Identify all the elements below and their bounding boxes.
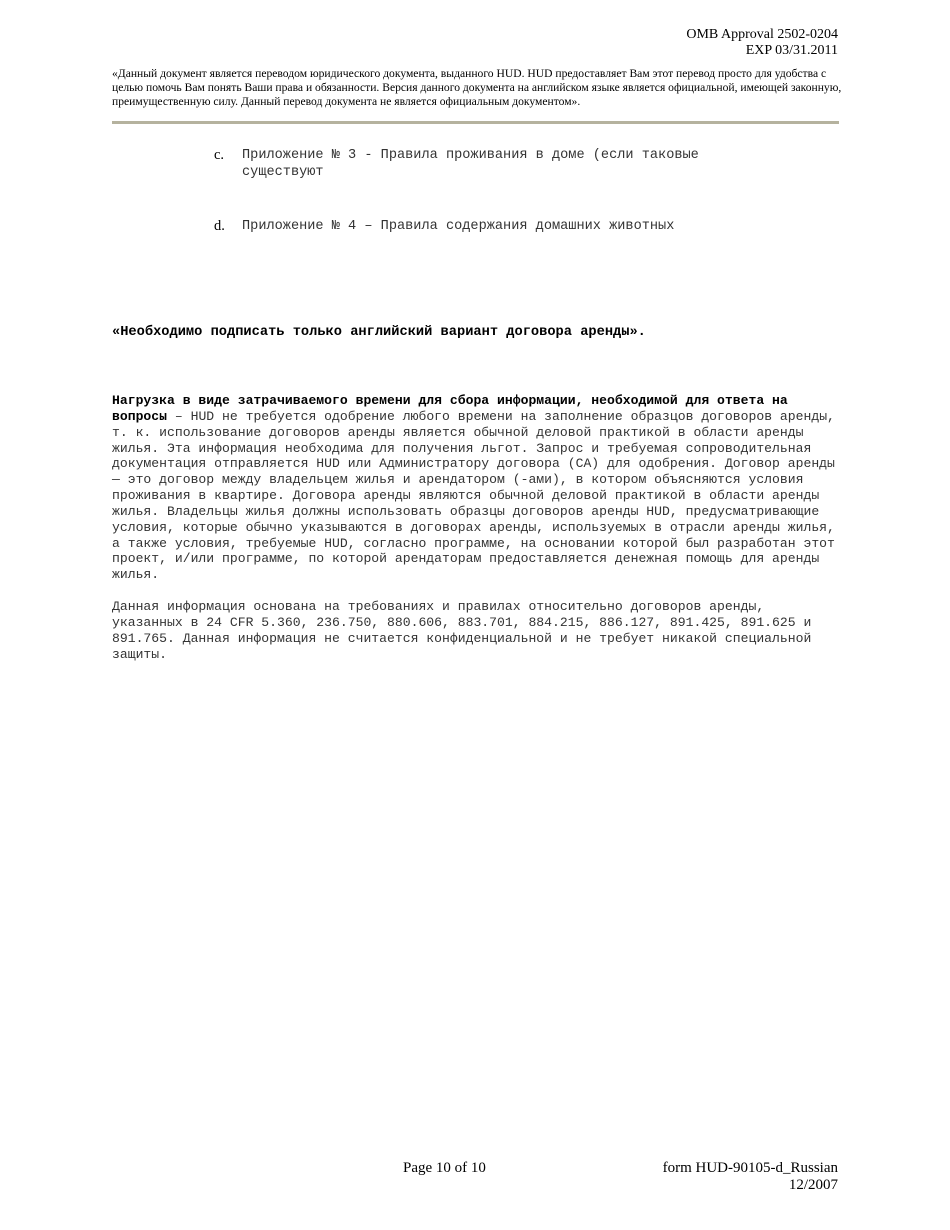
attachment-text: Приложение № 3 - Правила проживания в доме (если таковые существуют bbox=[242, 148, 699, 180]
attachment-marker: c. bbox=[214, 147, 225, 163]
header-divider bbox=[112, 121, 839, 124]
form-date: 12/2007 bbox=[788, 1177, 838, 1193]
regulations-statement: Данная информация основана на требованиях и правилах относительно договоров аренды, указанных в 24 CFR 5.360, 236.750, 880.606, 883.701, 884.215, 886.127, 891.425, 891.625 и 891.765. Данная информация не считается конфиденциальной и не требует никакой специальной защиты. bbox=[112, 599, 812, 662]
sign-english-only-notice: «Необходимо подписать только английский вариант договора аренды». bbox=[112, 325, 646, 340]
burden-text: – HUD не требуется одобрение любого времени на заполнение образцов договоров аренды, т. к. использование договоров аренды является обычной деловой практикой в области аренды жилья. Эта информация необходима для получения льгот. Запрос и требуемая сопроводительная документация отправляется HUD или Администратору договора (CA) для одобрения. Договор аренды — это договор между владельцем жилья и арендатором (-ами), в котором объясняются условия проживания в квартире. Договора аренды являются обычной деловой практикой в области аренды жилья. Владельцы жилья должны использовать образцы договоров аренды HUD, предусматривающие условия, которые обычно указываются в договорах аренды, используемых в отрасли аренды жилья, а также условия, требуемые HUD, согласно программе, на основании которой был разработан этот проект, и/или программе, по которой арендаторам предоставляется денежная помощь для аренды жилья. bbox=[112, 408, 835, 583]
page-number: Page 10 of 10 bbox=[403, 1160, 486, 1176]
attachment-item-c bbox=[214, 147, 774, 181]
attachment-text: Приложение № 4 – Правила содержания домашних животных bbox=[242, 219, 675, 234]
form-number: form HUD-90105-d_Russian bbox=[662, 1160, 838, 1176]
form-identifier bbox=[663, 1160, 838, 1194]
omb-approval-number: OMB Approval 2502-0204 bbox=[686, 27, 838, 42]
burden-statement bbox=[112, 393, 842, 583]
attachment-item-d bbox=[214, 218, 774, 235]
omb-approval-block bbox=[686, 27, 838, 59]
expiration-date: EXP 03/31.2011 bbox=[745, 43, 838, 58]
translation-disclaimer: «Данный документ является переводом юридического документа, выданного HUD. HUD предоставляет Вам этот перевод просто для удобства с целью помочь Вам понять Ваши права и обязанности. Версия данного документа на английском языке является официальной, имеющей законную, преимущественную силу. Данный перевод документа не является официальным документом». bbox=[112, 67, 842, 108]
attachment-marker: d. bbox=[214, 218, 225, 234]
burden-heading: Нагрузка в виде затрачиваемого времени для сбора информации, необходимой для ответа на вопросы bbox=[112, 393, 788, 424]
